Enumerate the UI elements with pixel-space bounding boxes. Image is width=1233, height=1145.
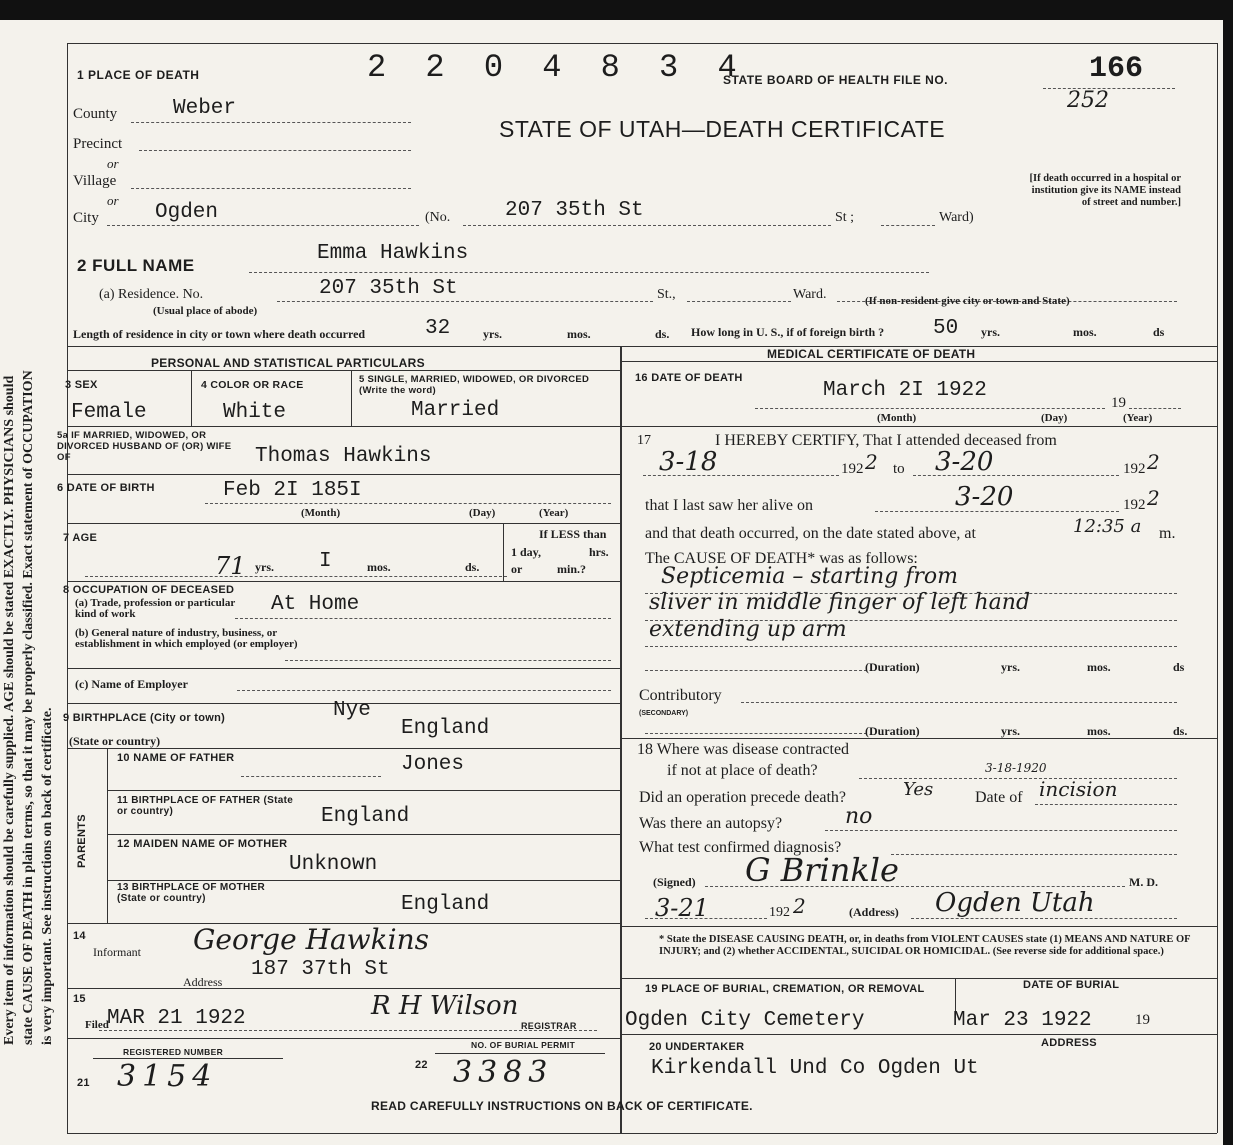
age-line [85,576,507,577]
duration-yrs: yrs. [1001,660,1020,674]
filed-value: MAR 21 1922 [107,1007,246,1030]
us-mos-label: mos. [1073,325,1097,339]
father-name-label: 10 NAME OF FATHER [117,752,235,764]
attended-to-line [913,475,1119,476]
dob-line [205,503,611,504]
residence-line [277,301,653,302]
date-of-death-value: March 2I 1922 [823,379,987,402]
us-residence-label: How long in U. S., if of foreign birth ? [691,325,885,339]
date-of-death-label: 16 DATE OF DEATH [635,372,743,384]
death-day-label: (Day) [1041,412,1068,424]
color-divider [351,370,352,426]
residence-ward-line [687,301,791,302]
spouse-label: 5a IF MARRIED, WIDOWED, OR DIVORCED HUSBAND OF (OR) WIFE OF [57,430,232,463]
birthplace-country: England [401,717,490,740]
signature-line [705,886,1125,887]
hospital-note: [If death occurred in a hospital or institution give its NAME instead of street and number.] [1029,173,1181,208]
side-instructions-line2: state CAUSE OF DEATH in plain terms, so that it may be properly classified. Exact statement of OCCUPATION [21,370,36,1045]
cause-label: The CAUSE OF DEATH* was as follows: [645,550,918,567]
duration-dash [645,670,867,671]
place-of-death-label: 1 PLACE OF DEATH [77,68,200,82]
signed-year-suffix: 2 [793,894,806,918]
duration2-yrs: yrs. [1001,724,1020,738]
last-saw-year-suffix: 2 [1147,486,1160,510]
autopsy-line [825,830,1177,831]
marital-value: Married [411,399,500,422]
parents-divider [107,748,108,923]
length-mos-label: mos. [567,327,591,341]
registrar-signature: R H Wilson [371,991,519,1021]
side-instructions-line3: is very important. See instructions on back of certificate. [40,707,55,1045]
date-of-death-line [755,408,1105,409]
usual-place-label: (Usual place of abode) [153,305,258,317]
death-month-label: (Month) [877,412,917,424]
cause-line-3: extending up arm [649,617,847,642]
nonresident-note: (If non-resident give city or town and State) [865,295,1070,307]
informant-address-label: Address [183,975,223,989]
to-year-suffix: 2 [1147,450,1160,474]
personal-section-title: PERSONAL AND STATISTICAL PARTICULARS [151,356,425,370]
age-divider [503,523,504,581]
length-residence-label: Length of residence in city or town where death occurred [73,327,366,341]
row-divider-4 [67,581,620,582]
medical-divider-3 [620,926,1217,927]
right-border [1217,43,1218,1133]
file-no-label: STATE BOARD OF HEALTH FILE NO. [723,73,948,87]
city-label: City [73,210,99,226]
occurred-time: 12:35 a [1073,516,1142,537]
duration-ds: ds [1173,660,1185,674]
cause-line-2: sliver in middle finger of left hand [649,590,1031,615]
precinct-label: Precinct [73,136,123,152]
top-border [67,43,1217,44]
informant-address-value: 187 37th St [251,958,390,981]
spouse-value: Thomas Hawkins [255,445,432,468]
dob-day-label: (Day) [469,507,496,519]
row-divider-5 [67,668,620,669]
parents-label: PARENTS [76,814,88,868]
footer-instructions: READ CAREFULLY INSTRUCTIONS ON BACK OF CERTIFICATE. [371,1099,753,1113]
father-name-dash [241,776,381,777]
signed-label: (Signed) [653,875,696,889]
employer-line [237,690,611,691]
employer-label: (c) Name of Employer [75,677,188,691]
age-years: 71 [215,552,246,580]
physician-address-value: Ogden Utah [935,888,1095,918]
occurred-label: and that death occurred, on the date stated above, at [645,525,976,542]
full-name-line [249,272,929,273]
undertaker-label: 20 UNDERTAKER [649,1041,745,1053]
duration2-mos: mos. [1087,724,1111,738]
us-ds-label: ds [1153,325,1165,339]
ward-label: Ward) [939,210,974,225]
medical-divider-5 [620,1034,1217,1035]
informant-label: Informant [93,945,141,959]
autopsy-value: no [845,804,873,829]
physician-address-label: (Address) [849,905,899,919]
precinct-line [139,150,411,151]
medical-title-underline [620,361,1217,362]
test-line [891,854,1177,855]
or-2: or [107,193,119,208]
length-ds-label: ds. [655,327,670,341]
personal-title-underline [67,370,620,371]
registered-number-label: REGISTERED NUMBER [123,1047,224,1057]
medical-divider-4 [620,978,1217,979]
occurred-m-label: m. [1159,525,1176,542]
row-divider-2 [67,474,620,475]
occupation-label: 8 OCCUPATION OF DECEASED [63,584,235,596]
registered-number-value: 3154 [117,1059,218,1094]
occupation-b-line [285,660,611,661]
burial-place-label: 19 PLACE OF BURIAL, CREMATION, OR REMOVAL [645,983,925,995]
street-value: 207 35th St [505,199,644,222]
file-no-line [1043,88,1175,89]
cause-line-3-rule [645,646,1177,647]
age-yrs-label: yrs. [255,560,274,574]
dob-value: Feb 2I 185I [223,479,362,502]
physician-signature: G Brinkle [745,851,899,889]
length-residence-years: 32 [425,317,451,340]
contracted-label-2: if not at place of death? [667,762,818,779]
age-months: I [319,550,332,573]
duration-label: (Duration) [865,660,920,674]
father-birthplace-value: England [321,805,410,828]
row-divider-10 [107,880,620,881]
column-divider [620,346,622,1133]
duration2-label: (Duration) [865,724,920,738]
sex-divider [191,370,192,426]
burial-permit-box-top [435,1053,605,1054]
operation-date-value: incision [1039,777,1118,801]
occupation-b-label: (b) General nature of industry, business, or establishment in which employed (or employer) [75,627,298,650]
burial-place-value: Ogden City Cemetery [625,1009,865,1032]
age-ds-label: ds. [465,560,480,574]
date-of-death-year-line [1129,408,1181,409]
mother-birthplace-label: 13 BIRTHPLACE OF MOTHER (State or country) [117,882,266,904]
undertaker-address-label: ADDRESS [1041,1037,1097,1049]
death-year-label: (Year) [1123,412,1153,424]
bottom-border [67,1133,1217,1134]
duration2-dash [645,733,867,734]
informant-name: George Hawkins [193,923,429,956]
duration-mos: mos. [1087,660,1111,674]
mother-birthplace-value: England [401,893,490,916]
occupation-a-line [235,618,611,619]
color-label: 4 COLOR OR RACE [201,379,304,391]
attended-to-date: 3-20 [935,447,994,477]
village-line [131,188,411,189]
signed-date: 3-21 [655,894,709,922]
city-value: Ogden [155,201,219,224]
county-value: Weber [173,97,237,120]
age-mos-label: mos. [367,560,391,574]
autopsy-label: Was there an autopsy? [639,815,783,832]
file-no-secondary: 252 [1067,88,1109,113]
residence-label: (a) Residence. No. [99,287,204,302]
age-label: 7 AGE [63,532,98,544]
operation-date-line [1035,804,1177,805]
residence-value: 207 35th St [319,277,458,300]
from-year-suffix: 2 [865,450,878,474]
mother-name-label: 12 MAIDEN NAME OF MOTHER [117,838,288,850]
medical-section-title: MEDICAL CERTIFICATE OF DEATH [767,347,976,361]
marital-label: 5 SINGLE, MARRIED, WIDOWED, OR DIVORCED (Write the word) [359,374,590,396]
ward-line [881,225,935,226]
test-label: What test confirmed diagnosis? [639,839,842,856]
signed-date-line [645,918,767,919]
residence-st-label: St., [657,287,676,302]
full-name-label: 2 FULL NAME [77,256,195,275]
length-yrs-label: yrs. [483,327,502,341]
registrar-label: REGISTRAR [521,1021,577,1031]
birthplace-label: 9 BIRTHPLACE (City or town) [63,712,226,724]
cause-line-1: Septicemia – starting from [661,564,959,589]
dob-month-label: (Month) [301,507,341,519]
operation-date-label: Date of [975,789,1023,806]
state-country-label: (State or country) [69,734,161,748]
burial-permit-label: NO. OF BURIAL PERMIT [471,1040,576,1050]
burial-permit-value: 3383 [453,1055,554,1090]
father-name-value: Jones [401,753,465,776]
filed-num: 15 [73,993,86,1005]
contributory-line [741,702,1177,703]
row-divider-13 [67,1038,620,1039]
burial-date-label: DATE OF BURIAL [1023,979,1120,991]
death-certificate [55,38,1225,1138]
section-divider [67,346,1217,347]
row-divider-1 [67,426,620,427]
medical-divider-2 [620,738,1217,739]
attended-from-date: 3-18 [659,447,718,477]
occupation-a-value: At Home [271,593,360,616]
sex-label: 3 SEX [65,379,98,391]
row-divider-8 [107,790,620,791]
county-line [131,122,411,123]
one-day-label: 1 day, [511,545,542,559]
side-instructions-line1: Every item of information should be carefully supplied. AGE should be stated EXACTLY. PHYSICIANS should [2,375,17,1045]
undertaker-value: Kirkendall Und Co Ogden Ut [651,1057,979,1080]
scan-top-edge [0,0,1233,20]
from-year-prefix: 192 [841,461,864,477]
certify-label: I HEREBY CERTIFY, That I attended deceased from [715,432,1057,449]
us-residence-years: 50 [933,317,959,340]
sex-value: Female [71,401,147,424]
or-min-label: or [511,562,523,576]
hrs-label: hrs. [589,545,609,559]
certificate-number: 2 2 0 4 8 3 4 [367,49,747,86]
side-instructions [0,65,57,1045]
burial-permit-num: 22 [415,1059,428,1071]
date-of-death-19: 19 [1111,395,1126,411]
operation-label: Did an operation precede death? [639,789,847,806]
mother-name-value: Unknown [289,853,378,876]
less-than-label: If LESS than [539,527,607,541]
father-birthplace-label: 11 BIRTHPLACE OF FATHER (State or country) [117,795,294,817]
residence-ward-label: Ward. [793,287,827,302]
county-label: County [73,106,118,122]
min-label: min.? [557,562,587,576]
last-saw-label: that I last saw her alive on [645,497,813,514]
or-1: or [107,156,119,171]
certify-num: 17 [637,433,651,448]
to-year-prefix: 192 [1123,461,1146,477]
row-divider-7 [67,748,620,749]
filed-label: Filed [85,1019,109,1031]
duration2-ds: ds. [1173,724,1188,738]
row-divider-12 [67,988,620,989]
physician-address-line [911,918,1177,919]
burial-date-value: Mar 23 1922 [953,1009,1092,1032]
us-yrs-label: yrs. [981,325,1000,339]
last-saw-date: 3-20 [955,482,1014,512]
street-line [463,225,831,226]
last-saw-line [875,511,1119,512]
occupation-a-label: (a) Trade, profession or particular kind of work [75,597,236,620]
city-line [107,225,419,226]
attended-from-line [643,475,839,476]
cause-footnote: * State the DISEASE CAUSING DEATH, or, in deaths from VIOLENT CAUSES state (1) MEANS AND NATURE OF INJURY; and (2) whether ACCIDENTAL, SUICIDAL OR HOMICIDAL. (See reverse side for additional space.) [659,934,1191,957]
burial-date-19: 19 [1135,1012,1150,1028]
signed-year-prefix: 192 [769,905,790,920]
registered-num: 21 [77,1077,90,1089]
contracted-value: 3-18-1920 [985,761,1047,775]
contributory-label: Contributory [639,687,722,704]
to-label: to [893,461,905,477]
row-divider-3 [67,523,620,524]
color-value: White [223,401,287,424]
informant-num: 14 [73,930,86,942]
md-label: M. D. [1129,875,1158,889]
operation-value: Yes [903,779,934,800]
row-divider-9 [107,834,620,835]
street-no-label: (No. [425,210,451,225]
certificate-title: STATE OF UTAH—DEATH CERTIFICATE [499,116,946,142]
birthplace-city: Nye [333,699,371,722]
last-saw-year-prefix: 192 [1123,497,1146,513]
dob-label: 6 DATE OF BIRTH [57,482,155,494]
file-no-value: 166 [1089,52,1144,86]
st-label: St ; [835,210,855,225]
dob-year-label: (Year) [539,507,569,519]
secondary-label: (SECONDARY) [639,710,689,717]
village-label: Village [73,173,117,189]
medical-divider-1 [620,426,1217,427]
full-name-value: Emma Hawkins [317,242,469,265]
contracted-label: 18 Where was disease contracted [637,741,850,758]
